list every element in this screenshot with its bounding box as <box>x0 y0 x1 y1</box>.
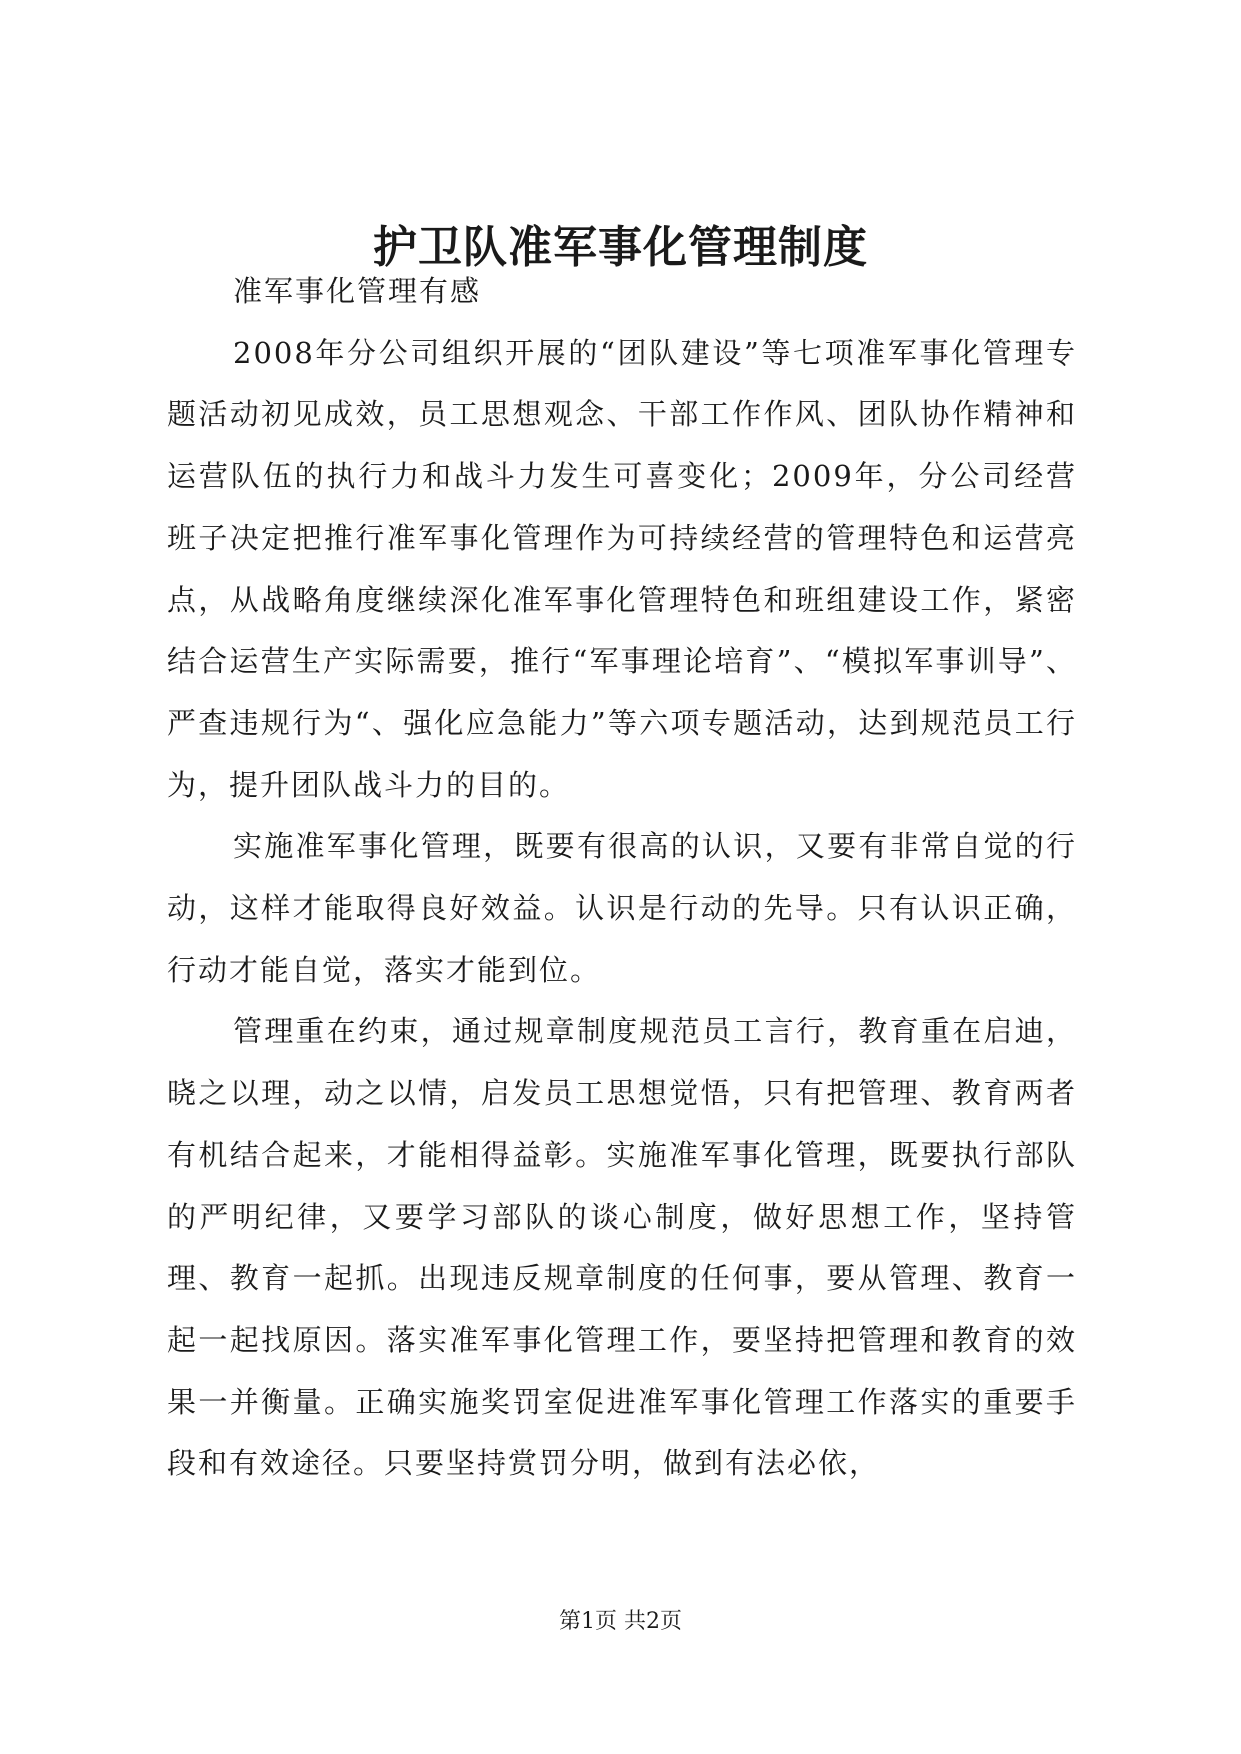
paragraph: 2008年分公司组织开展的“团队建设”等七项准军事化管理专题活动初见成效，员工思想观念、干部工作作风、团队协作精神和运营队伍的执行力和战斗力发生可喜变化；2009年，分公司经营班子决定把推行准军事化管理作为可持续经营的管理特色和运营亮点，从战略角度继续深化准军事化管理特色和班组建设工作，紧密结合运营生产实际需要，推行“军事理论培育”、“模拟军事训导”、严查违规行为“、强化应急能力”等六项专题活动，达到规范员工行为，提升团队战斗力的目的。 <box>167 335 1077 802</box>
document-body <box>167 261 1077 1495</box>
paragraph: 管理重在约束，通过规章制度规范员工言行，教育重在启迪，晓之以理，动之以情，启发员工思想觉悟，只有把管理、教育两者有机结合起来，才能相得益彰。实施准军事化管理，既要执行部队的严明纪律，又要学习部队的谈心制度，做好思想工作，坚持管理、教育一起抓。出现违反规章制度的任何事，要从管理、教育一起一起找原因。落实准军事化管理工作，要坚持把管理和教育的效果一并衡量。正确实施奖罚室促进准军事化管理工作落实的重要手段和有效途径。只要坚持赏罚分明，做到有法必依， <box>167 1014 1077 1481</box>
paragraph: 实施准军事化管理，既要有很高的认识，又要有非常自觉的行动，这样才能取得良好效益。认识是行动的先导。只有认识正确，行动才能自觉，落实才能到位。 <box>167 829 1077 987</box>
page-number-footer: 第1页 共2页 <box>559 1609 682 1634</box>
document-title: 护卫队准军事化管理制度 <box>373 222 868 273</box>
subheading: 准军事化管理有感 <box>233 274 482 308</box>
